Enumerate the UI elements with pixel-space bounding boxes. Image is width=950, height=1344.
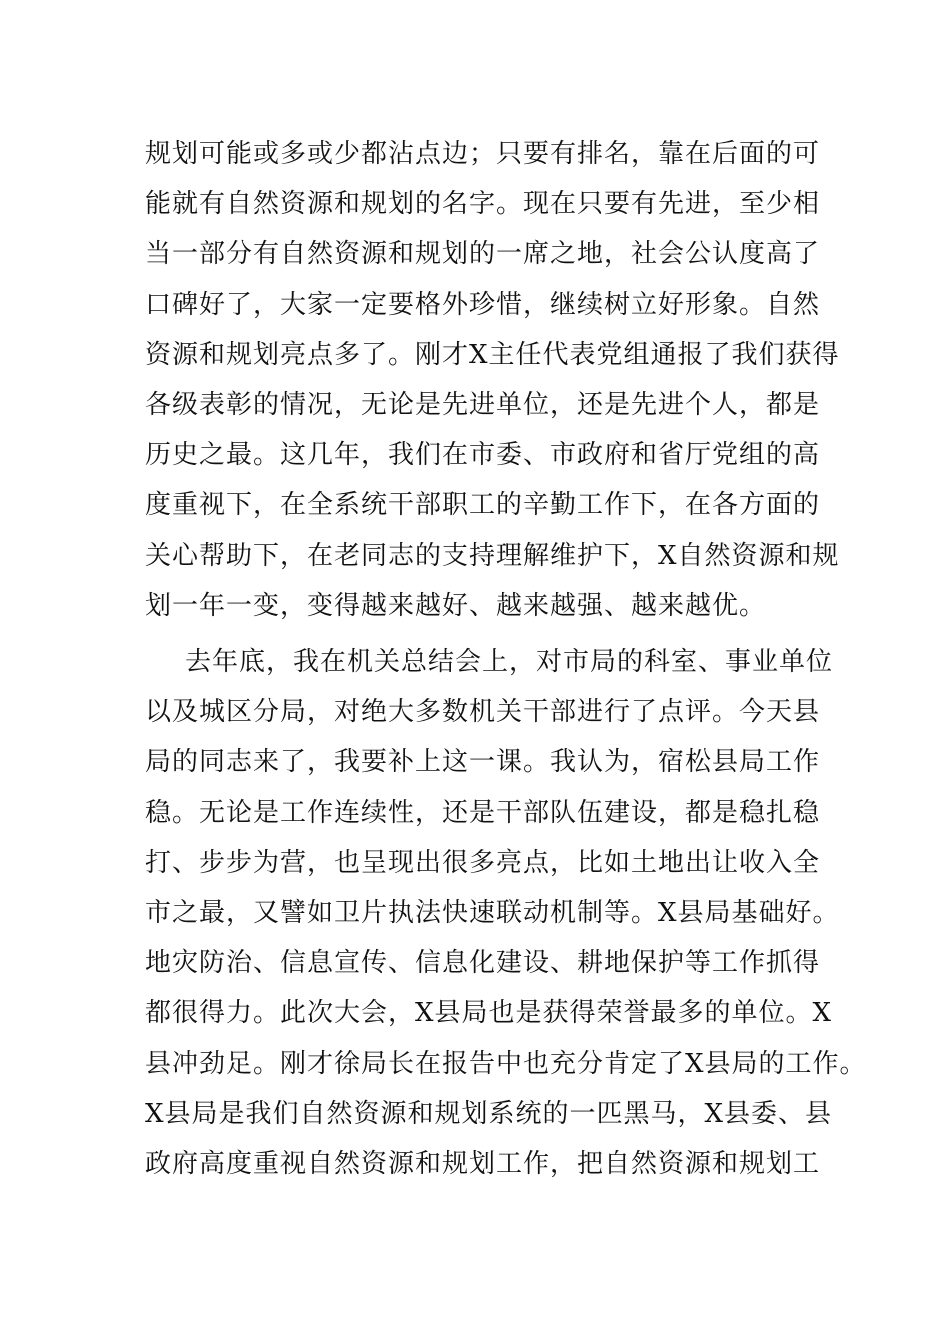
text-line: 市之最，又譬如卫片执法快速联动机制等。X县局基础好。 <box>145 897 840 928</box>
text-line: 规划可能或多或少都沾点边；只要有排名，靠在后面的可 <box>145 139 821 169</box>
text-line: 以及城区分局，对绝大多数机关干部进行了点评。今天县 <box>145 697 821 728</box>
paragraph-2 <box>145 637 867 1189</box>
text-line: 划一年一变，变得越来越好、越来越强、越来越优。 <box>145 590 767 621</box>
text-line: 各级表彰的情况，无论是先进单位，还是先进个人，都是 <box>145 389 821 420</box>
text-line: 都很得力。此次大会，X县局也是获得荣誉最多的单位。X <box>145 998 833 1029</box>
text-line: 县冲劲足。刚才徐局长在报告中也充分肯定了X县局的工作。 <box>145 1048 867 1079</box>
text-line-first: 去年底，我在机关总结会上，对市局的科室、事业单位 <box>185 647 834 677</box>
text-line: X县局是我们自然资源和规划系统的一匹黑马，X县委、县 <box>145 1098 833 1129</box>
paragraph-1 <box>145 129 840 631</box>
text-line: 度重视下，在全系统干部职工的辛勤工作下，在各方面的 <box>145 490 821 521</box>
text-line: 政府高度重视自然资源和规划工作，把自然资源和规划工 <box>145 1148 821 1179</box>
text-line: 打、步步为营，也呈现出很多亮点，比如土地出让收入全 <box>145 847 821 878</box>
text-line: 资源和规划亮点多了。刚才X主任代表党组通报了我们获得 <box>145 339 840 370</box>
text-line: 当一部分有自然资源和规划的一席之地，社会公认度高了 <box>145 239 821 270</box>
text-line: 局的同志来了，我要补上这一课。我认为，宿松县局工作 <box>145 747 821 778</box>
text-line: 地灾防治、信息宣传、信息化建设、耕地保护等工作抓得 <box>145 948 821 979</box>
text-line: 口碑好了，大家一定要格外珍惜，继续树立好形象。自然 <box>145 289 821 320</box>
text-line: 关心帮助下，在老同志的支持理解维护下，X自然资源和规 <box>145 540 840 571</box>
text-line: 能就有自然资源和规划的名字。现在只要有先进，至少相 <box>145 189 821 220</box>
text-line: 稳。无论是工作连续性，还是干部队伍建设，都是稳扎稳 <box>145 797 821 828</box>
text-line: 历史之最。这几年，我们在市委、市政府和省厅党组的高 <box>145 440 821 471</box>
